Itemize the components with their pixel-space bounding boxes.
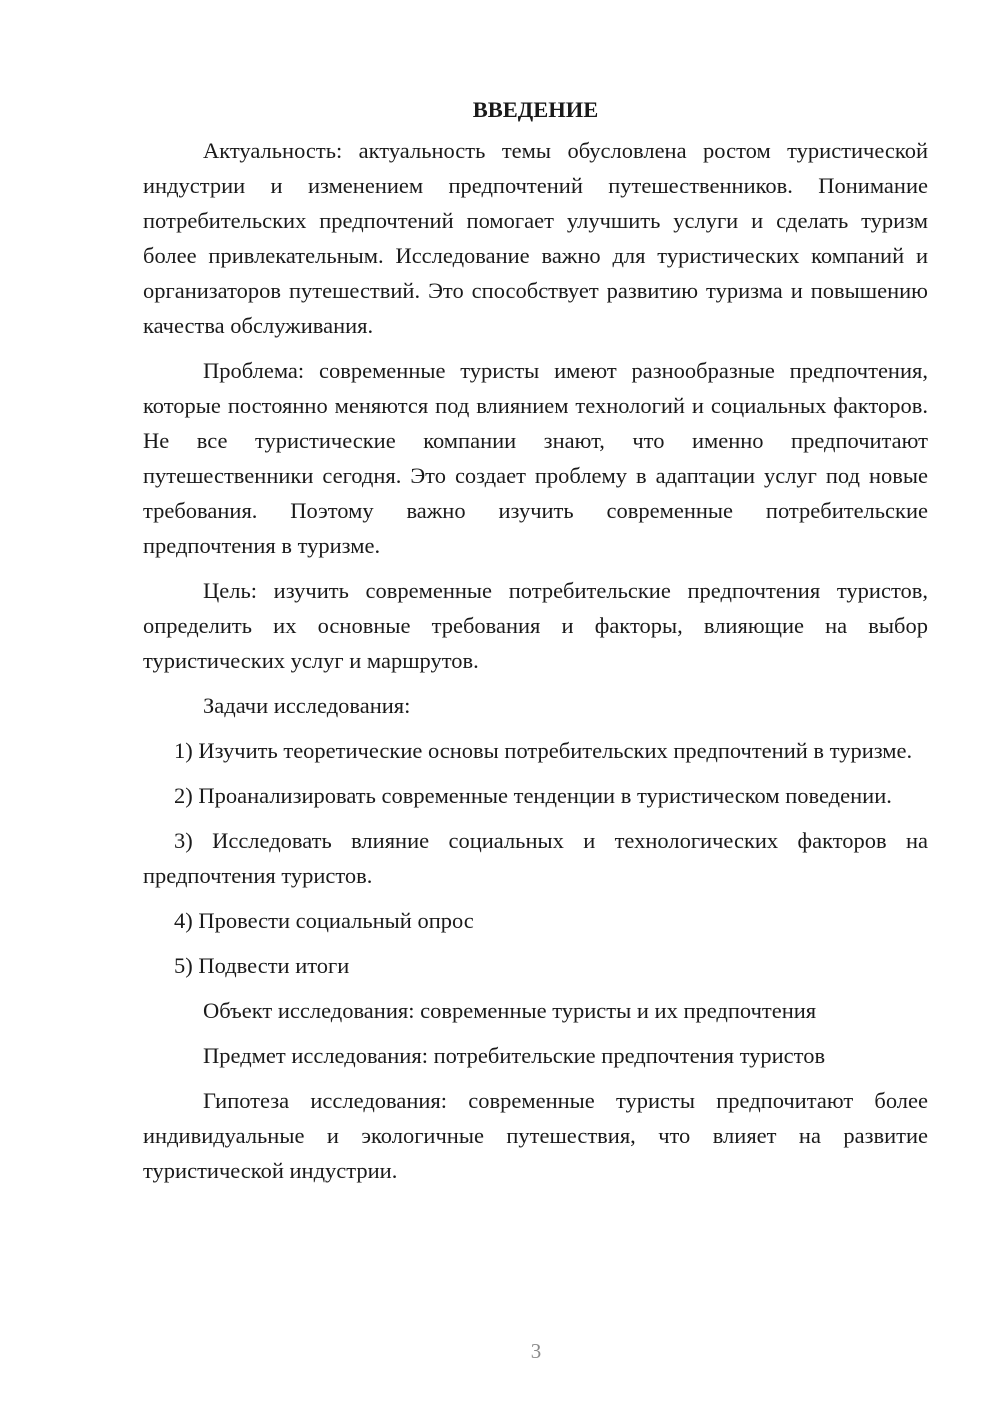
page-number: 3 <box>530 1339 542 1363</box>
research-hypothesis: Гипотеза исследования: современные туристы предпочитают более индивидуальные и экологичные путешествия, что влияет на развитие туристической индустрии. <box>143 1088 928 1183</box>
task-item-1: 1) Изучить теоретические основы потребительских предпочтений в туризме. <box>174 738 913 763</box>
task-item-5: 5) Подвести итоги <box>174 953 350 978</box>
task-item-4: 4) Провести социальный опрос <box>174 908 474 933</box>
page-title: ВВЕДЕНИЕ <box>472 97 599 122</box>
research-object: Объект исследования: современные туристы и их предпочтения <box>203 998 817 1023</box>
page-content <box>143 92 928 1188</box>
relevance-paragraph: Актуальность: актуальность темы обусловлена ростом туристической индустрии и изменением предпочтений путешественников. Понимание потребительских предпочтений помогает улучшить услуги и сделать туризм более привлекательным. Исследование важно для туристических компаний и организаторов путешествий. Это способствует развитию туризма и повышению качества обслуживания. <box>143 138 928 338</box>
research-subject: Предмет исследования: потребительские предпочтения туристов <box>203 1043 826 1068</box>
task-item-3: 3) Исследовать влияние социальных и технологических факторов на предпочтения туристов. <box>143 828 928 888</box>
goal-paragraph: Цель: изучить современные потребительские предпочтения туристов, определить их основные требования и факторы, влияющие на выбор туристических услуг и маршрутов. <box>143 578 928 673</box>
task-item-2: 2) Проанализировать современные тенденции в туристическом поведении. <box>174 783 892 808</box>
tasks-heading: Задачи исследования: <box>203 693 411 718</box>
problem-paragraph: Проблема: современные туристы имеют разнообразные предпочтения, которые постоянно меняются под влиянием технологий и социальных факторов. Не все туристические компании знают, что именно предпочитают путешественники сегодня. Это создает проблему в адаптации услуг под новые требования. Поэтому важно изучить современные потребительские предпочтения в туризме. <box>143 358 928 558</box>
